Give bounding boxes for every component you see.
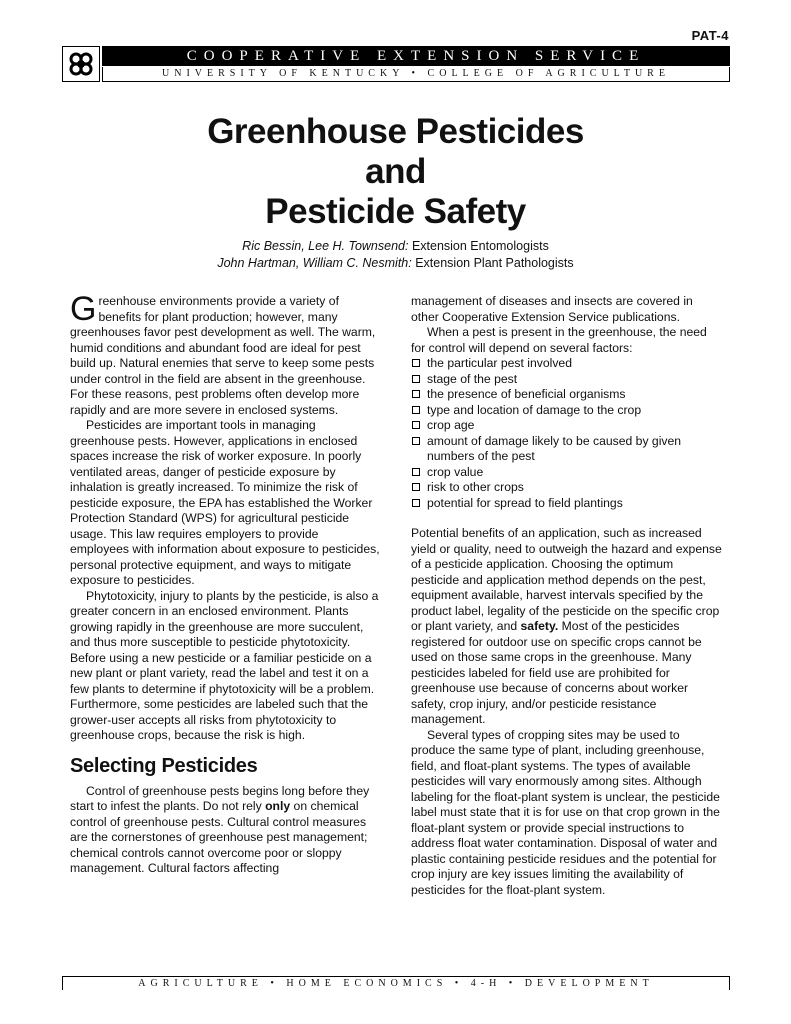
body-paragraph: management of diseases and insects are covered in other Cooperative Extension Service publications. xyxy=(411,294,693,324)
body-paragraph: Potential benefits of an application, such as increased yield or quality, need to outweigh the hazard and expense of a pesticide application. Choosing the optimum pesticide and application method depends on the pest, equipment available, harvest intervals specified by the product label, legality of the pesticide on the specific crop or plant variety, and safety. Most of the pesticides registered for outdoor use on specific crops cannot be used on those same crops in the greenhouse. Many pesticides labeled for field use are prohibited for greenhouse use because of concerns about worker safety, crop injury, and/or pesticide resistance management. xyxy=(411,526,722,726)
list-item: type and location of damage to the crop xyxy=(411,403,723,419)
page-title xyxy=(0,112,791,232)
body-paragraph: Phytotoxicity, injury to plants by the pesticide, is also a greater concern in an enclosed environment. Plants growing rapidly in the greenhouse are more succulent, and thus more susceptible to pesticide phytotoxicity. Before using a new pesticide or a familiar pesticide on a new plant or plant variety, read the label and test it on a few plants to determine if phytotoxicity will be a problem. Furthermore, some pesticides are labeled such that the grower-user accepts all risks from phytotoxicity to greenhouse crops, because the risk is high. xyxy=(70,588,379,742)
checkbox-icon xyxy=(412,359,420,367)
checkbox-icon xyxy=(412,437,420,445)
publication-number: PAT-4 xyxy=(691,28,729,43)
list-item: stage of the pest xyxy=(411,372,723,388)
author-credits xyxy=(0,238,791,272)
checkbox-icon xyxy=(412,468,420,476)
checkbox-icon xyxy=(412,375,420,383)
body-paragraph: Control of greenhouse pests begins long before they start to infest the plants. Do not rely only on chemical control of greenhouse pests. Cultural control measures are the cornerstones of greenhouse pest management; chemical controls cannot overcome poor or sloppy management. Cultural factors affecting xyxy=(70,783,370,875)
list-item: the particular pest involved xyxy=(411,356,723,372)
author-line-pathologists xyxy=(0,255,791,272)
list-item: potential for spread to field plantings xyxy=(411,496,723,512)
author-names: John Hartman, William C. Nesmith: xyxy=(217,256,412,270)
drop-cap: G xyxy=(70,290,97,328)
intro-paragraph: Greenhouse environments provide a variety of benefits for plant production; however, many greenhouses favor pest development as well. The warm, humid conditions and abundant food are ideal for pest build up. Natural enemies that serve to keep some pests under control in the field are absent in the greenhouse. For these reasons, pest problems often develop more rapidly and are more severe in enclosed systems. xyxy=(70,290,376,417)
checkbox-icon xyxy=(412,390,420,398)
checkbox-icon xyxy=(412,499,420,507)
emphasis: safety. xyxy=(520,619,559,633)
body-paragraph: Several types of cropping sites may be used to produce the same type of plant, including greenhouse, field, and float-plant systems. The types of available pesticides will vary enormously among sites. Although labeling for the float-plant system is unclear, the pesticide label must state that it is for use on that crop grown in the float-plant system or provide special instructions to address float water contamination. Disposal of water and plastic containing pesticide residues and the potential for crop injury are key issues limiting the availability of pesticides for the float-plant system. xyxy=(411,727,720,897)
right-column xyxy=(411,294,723,898)
author-role: Extension Entomologists xyxy=(408,239,549,253)
author-line-entomologists xyxy=(0,238,791,255)
list-item: the presence of beneficial organisms xyxy=(411,387,723,403)
body-paragraph: When a pest is present in the greenhouse, the need for control will depend on several factors: xyxy=(411,325,707,355)
left-column xyxy=(70,290,380,877)
section-heading: Selecting Pesticides xyxy=(70,754,258,777)
masthead xyxy=(62,46,730,82)
institution-banner: UNIVERSITY OF KENTUCKY • COLLEGE OF AGRICULTURE xyxy=(102,67,730,82)
checkbox-icon xyxy=(412,421,420,429)
service-name-banner: COOPERATIVE EXTENSION SERVICE xyxy=(102,46,730,66)
body-paragraph: Pesticides are important tools in managing greenhouse pests. However, applications in enclosed spaces increase the risk of worker exposure. In poorly ventilated areas, danger of pesticide exposure by inhalation is greatly increased. To minimize the risk of pesticide exposure, the EPA has established the Worker Protection Standard (WPS) for agricultural pesticide usage. This law requires employers to provide employees with information about exposure to pesticides, personal protective equipment, and ways to mitigate exposure to pesticides. xyxy=(70,418,380,587)
author-names: Ric Bessin, Lee H. Townsend: xyxy=(242,239,409,253)
checkbox-icon xyxy=(412,483,420,491)
list-item: crop age xyxy=(411,418,723,434)
title-line-1: Greenhouse Pesticides xyxy=(207,112,584,151)
list-item: risk to other crops xyxy=(411,480,723,496)
factor-checklist xyxy=(411,356,723,511)
list-item: crop value xyxy=(411,465,723,481)
checkbox-icon xyxy=(412,406,420,414)
extension-logo-icon xyxy=(62,46,100,82)
author-role: Extension Plant Pathologists xyxy=(411,256,574,270)
footer-banner: AGRICULTURE • HOME ECONOMICS • 4-H • DEVELOPMENT xyxy=(62,976,730,990)
list-item: amount of damage likely to be caused by given numbers of the pest xyxy=(411,434,723,465)
title-line-3: Pesticide Safety xyxy=(265,192,526,231)
title-line-2: and xyxy=(365,152,426,191)
emphasis: only xyxy=(265,799,291,813)
